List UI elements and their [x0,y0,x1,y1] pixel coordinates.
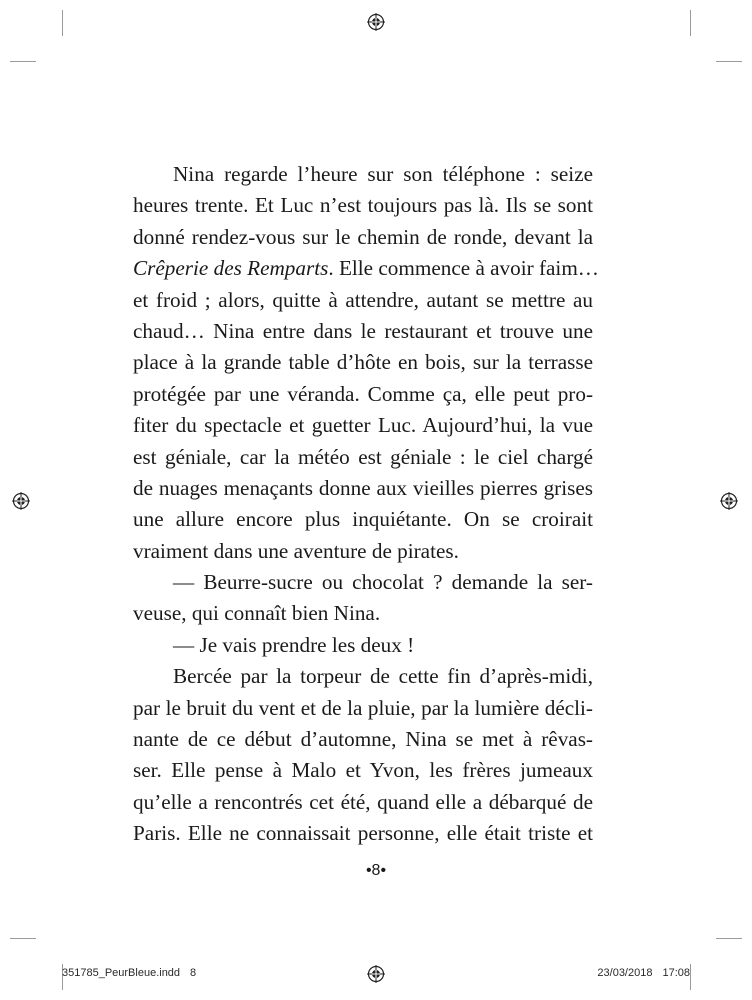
text-line-content: Bercée par la torpeur de cette fin d’après-midi, [173,664,593,689]
text-line [133,598,593,629]
text-line-content: place à la grande table d’hôte en bois, sur la terrasse [133,350,593,375]
registration-mark-top-icon [367,13,385,31]
text-line [133,504,593,535]
text-line [133,818,593,849]
text-line [133,222,593,253]
text-line-content: Paris. Elle ne connaissait personne, elle était triste et [133,821,593,846]
text-line-content: veuse, qui connaît bien Nina. [133,601,381,626]
text-line-content: Nina regarde l’heure sur son téléphone : seize [173,162,593,186]
text-line [133,567,593,598]
text-line [133,253,599,284]
slug-date: 23/03/2018 [597,967,653,979]
slug-date-info [597,967,690,979]
page-number: •8• [365,862,387,879]
text-line [133,630,593,661]
text-line-content: donné rendez-vous sur le chemin de ronde, devant la [133,224,593,249]
text-line-content: — Je vais prendre les deux ! [173,632,415,657]
text-line [133,755,593,786]
crop-mark-bottom-right [690,964,691,990]
text-line [133,473,593,504]
text-line-content: qu’elle a rencontrés cet été, quand elle a débarqué de [133,789,593,814]
crop-mark-left-top [10,61,36,62]
text-line-content: par le bruit du vent et de la pluie, par la lumière décli- [133,695,593,720]
text-line [133,410,593,441]
text-line [133,693,593,724]
text-line-content: . Elle commence à avoir faim… [328,256,599,281]
text-line-content: de nuages menaçants donne aux vieilles pierres grises [133,475,593,500]
body-text [133,159,599,850]
registration-mark-bottom-icon [367,965,385,983]
text-line [133,379,593,410]
crop-mark-right-top [716,61,742,62]
slug-time: 17:08 [662,967,690,979]
text-line-content: fiter du spectacle et guetter Luc. Aujourd’hui, la vue [133,413,593,438]
text-line [133,285,593,316]
crop-mark-left-bottom [10,938,36,939]
text-line-content: ser. Elle pense à Malo et Yvon, les frères jumeaux [133,758,593,783]
crop-mark-top-left [62,10,63,36]
registration-mark-right-icon [720,492,738,510]
text-line [133,190,593,221]
text-line [133,347,593,378]
text-line-content: protégée par une véranda. Comme ça, elle peut pro- [133,381,593,406]
text-line [133,661,593,692]
text-line-content: vraiment dans une aventure de pirates. [133,538,459,563]
text-line [133,787,593,818]
slug-filename: 351785_PeurBleue.indd [62,967,181,979]
text-line-content: heures trente. Et Luc n’est toujours pas là. Ils se sont [133,193,593,218]
text-line-content: chaud… Nina entre dans le restaurant et trouve une [133,318,593,343]
slug-page: 8 [190,967,197,979]
crop-mark-top-right [690,10,691,36]
text-line-content: nante de ce début d’automne, Nina se met à rêvas- [133,727,593,752]
slug-file-info [62,967,196,979]
text-line-content: est géniale, car la météo est géniale : le ciel chargé [133,444,593,469]
crop-mark-right-bottom [716,938,742,939]
text-line [133,316,593,347]
text-line [133,442,593,473]
text-line [133,536,593,567]
registration-mark-left-icon [12,492,30,510]
text-line-content: et froid ; alors, quitte à attendre, autant se mettre au [133,287,593,312]
text-line [133,159,593,190]
text-line-content: — Beurre-sucre ou chocolat ? demande la ser- [173,570,593,595]
text-line [133,724,593,755]
italic-title: Crêperie des Remparts [133,256,329,281]
text-line-content: une allure encore plus inquiétante. On se croirait [133,507,593,532]
